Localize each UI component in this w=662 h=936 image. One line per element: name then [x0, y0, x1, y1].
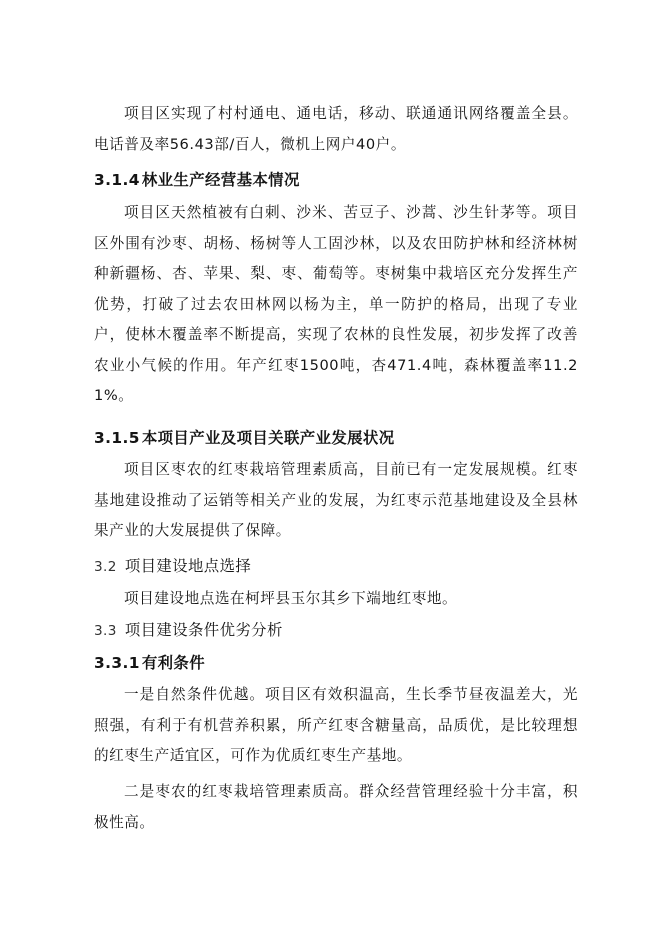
heading-3-1-5 — [94, 423, 578, 453]
paragraph-advantage-two: 二是枣农的红枣栽培管理素质高。群众经营管理经验十分丰富，积极性高。 — [94, 783, 578, 831]
heading-3-3 — [94, 615, 578, 646]
heading-number: 3.3 — [94, 623, 117, 639]
heading-3-2 — [94, 551, 578, 582]
paragraph-location: 项目建设地点选在柯坪县玉尔其乡下端地红枣地。 — [124, 590, 458, 607]
heading-number: 3.3.1 — [94, 654, 140, 672]
heading-3-3-1 — [94, 648, 578, 678]
paragraph-communications: 项目区实现了村村通电、通电话，移动、联通通讯网络覆盖全县。电话普及率56.43部/百人，微机上网户40户。 — [94, 105, 578, 153]
heading-number: 3.1.5 — [94, 429, 140, 447]
heading-title: 本项目产业及项目关联产业发展状况 — [141, 429, 395, 447]
paragraph-forestry: 项目区天然植被有白刺、沙米、苦豆子、沙蒿、沙生针茅等。项目区外围有沙枣、胡杨、杨树等人工固沙林，以及农田防护林和经济林树种新疆杨、杏、苹果、梨、枣、葡萄等。枣树集中栽培区充分发挥生产优势，打破了过去农田林网以杨为主，单一防护的格局，出现了专业户，使林木覆盖率不断提高，实现了农林的良性发展，初步发挥了改善农业小气候的作用。年产红枣1500吨，杏471.4吨，森林覆盖率11.21%。 — [94, 204, 578, 404]
heading-3-1-4 — [94, 165, 578, 195]
heading-title: 有利条件 — [141, 654, 205, 672]
heading-title: 项目建设条件优劣分析 — [124, 621, 283, 639]
heading-number: 3.2 — [94, 559, 117, 575]
paragraph-industry: 项目区枣农的红枣栽培管理素质高，目前已有一定发展规模。红枣基地建设推动了运销等相关产业的发展，为红枣示范基地建设及全县林果产业的大发展提供了保障。 — [94, 461, 578, 539]
heading-number: 3.1.4 — [94, 171, 140, 189]
heading-title: 项目建设地点选择 — [124, 557, 252, 575]
heading-title: 林业生产经营基本情况 — [141, 171, 300, 189]
paragraph-advantage-one: 一是自然条件优越。项目区有效积温高，生长季节昼夜温差大，光照强，有利于有机营养积累，所产红枣含糖量高，品质优，是比较理想的红枣生产适宜区，可作为优质红枣生产基地。 — [94, 686, 578, 764]
